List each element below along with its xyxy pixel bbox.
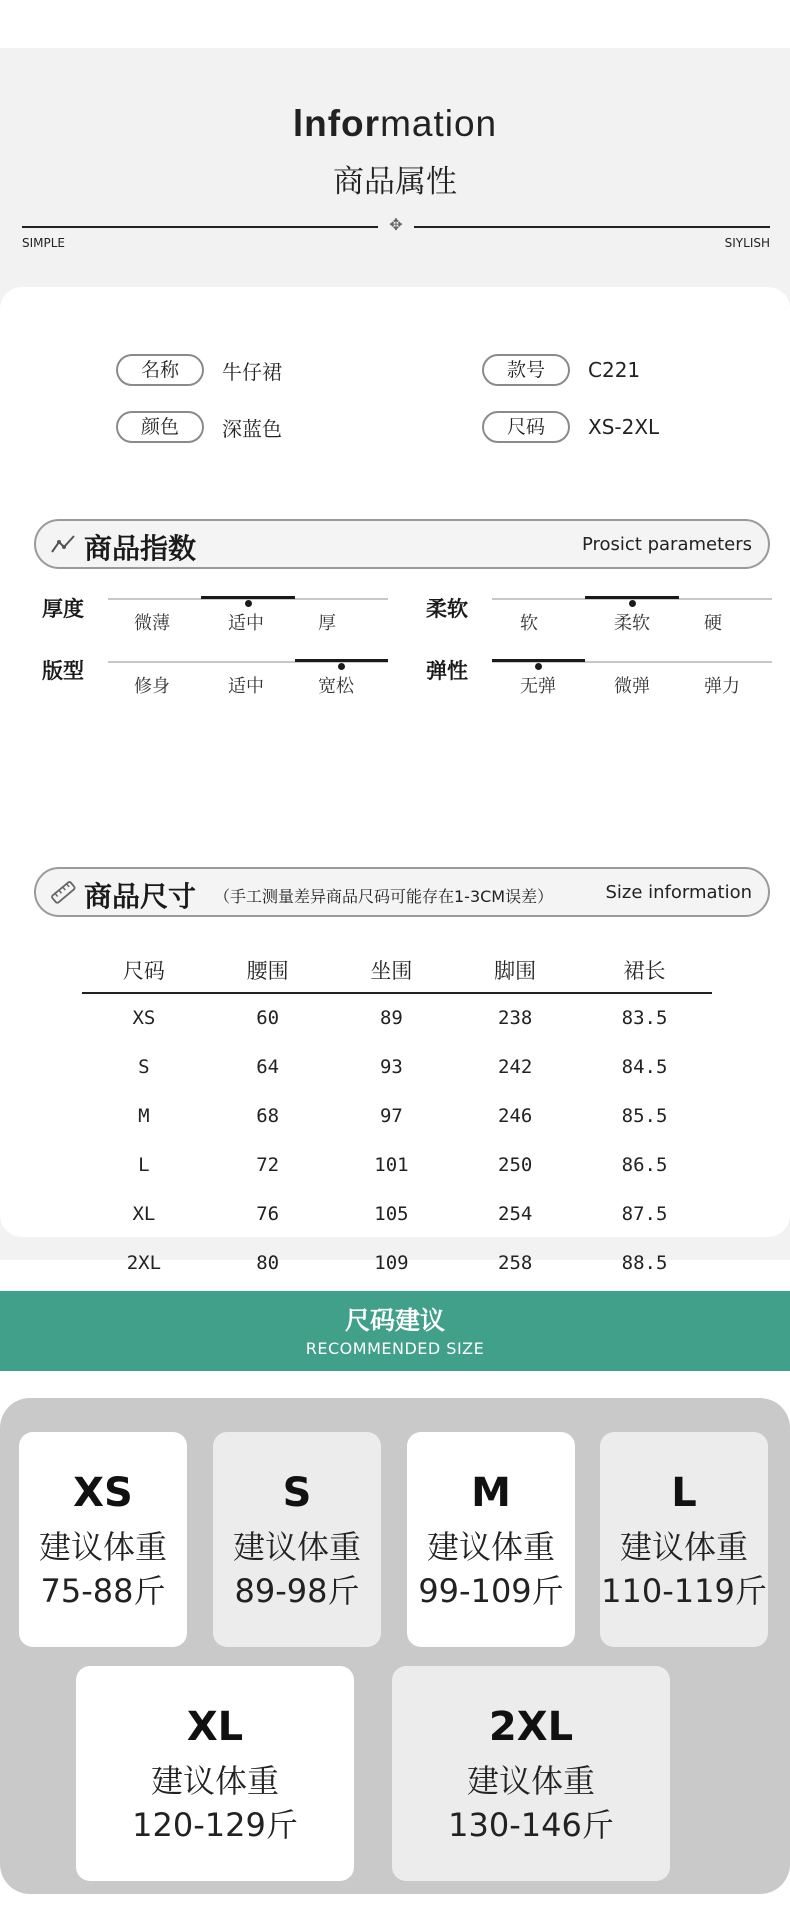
product-index-band: [34, 519, 770, 569]
table-cell: 101: [374, 1153, 409, 1176]
scale-option: 柔软: [614, 613, 650, 634]
table-cell: 84.5: [621, 1055, 668, 1078]
table-cell: 76: [256, 1202, 280, 1225]
product-details-card: [0, 287, 790, 1274]
scale-option: 微弹: [614, 676, 650, 697]
column-header: 脚围: [453, 947, 577, 993]
product-index-title: 商品指数: [84, 532, 197, 565]
size-card-m: [407, 1432, 575, 1647]
size-card-label: 建议体重: [150, 1762, 279, 1800]
table-row: [82, 993, 712, 1042]
size-card-xl: [76, 1666, 354, 1881]
scale-label: 弹性: [426, 659, 468, 683]
trend-line-icon: [50, 532, 76, 556]
size-card-weight: 89-98斤: [234, 1572, 360, 1610]
product-info-section: [0, 48, 790, 1274]
divider-right: [414, 226, 770, 228]
table-cell: 238: [498, 1007, 533, 1029]
size-card-weight: 110-119斤: [601, 1572, 767, 1610]
size-card-label: 建议体重: [466, 1762, 595, 1800]
scale-option: 软: [520, 613, 538, 634]
table-row: [82, 1238, 712, 1287]
size-card-size: M: [471, 1470, 511, 1516]
size-card-weight: 120-129斤: [132, 1806, 298, 1844]
size-card-2xl: [392, 1666, 670, 1881]
information-heading: [0, 103, 790, 145]
table-cell: S: [138, 1055, 150, 1078]
attribute-value: C221: [588, 358, 641, 382]
attribute-label: 名称: [116, 354, 204, 386]
scale-selected-segment: [201, 596, 294, 599]
recommended-size-title: 尺码建议: [344, 1306, 445, 1335]
product-attributes-title: 商品属性: [333, 164, 457, 200]
table-cell: 97: [379, 1104, 403, 1127]
attribute-style-number: [482, 354, 640, 386]
size-card-size: L: [671, 1470, 697, 1516]
size-table-header: [82, 947, 712, 993]
table-cell: 246: [498, 1104, 533, 1127]
table-cell: 86.5: [621, 1153, 668, 1176]
scale-selected-dot: [629, 600, 636, 607]
scale-label: 厚度: [42, 597, 84, 621]
divider-left: [22, 226, 378, 228]
column-header: 尺码: [82, 947, 206, 993]
size-card-label: 建议体重: [619, 1528, 748, 1566]
table-cell: 254: [498, 1202, 533, 1225]
product-size-band: [34, 867, 770, 917]
attribute-name: [116, 354, 282, 386]
scale-option: 适中: [228, 613, 264, 634]
attribute-value: 深蓝色: [222, 416, 282, 441]
table-cell: 68: [256, 1104, 280, 1127]
size-card-size: XS: [73, 1470, 133, 1516]
size-card-weight: 99-109斤: [418, 1572, 564, 1610]
size-table: [82, 947, 712, 1287]
scale-option: 弹力: [704, 676, 740, 697]
information-heading-bold: lnfor: [292, 103, 381, 144]
table-cell: 83.5: [621, 1007, 668, 1029]
table-cell: 89: [379, 1007, 403, 1029]
cross-ornament-icon: ✥: [389, 215, 403, 234]
table-row: [82, 1140, 712, 1189]
table-cell: 93: [379, 1055, 403, 1078]
scale-track: [108, 661, 388, 663]
size-card-s: [213, 1432, 381, 1647]
scale-selected-dot: [338, 663, 345, 670]
product-index-english: Prosict parameters: [581, 534, 752, 555]
scale-track: [108, 598, 388, 600]
column-header: 坐围: [330, 947, 454, 993]
table-row: [82, 1042, 712, 1091]
attribute-size-range: [482, 411, 659, 443]
table-cell: 250: [498, 1153, 533, 1176]
table-cell: 258: [498, 1251, 533, 1274]
attribute-value: XS-2XL: [588, 415, 660, 439]
table-cell: 87.5: [621, 1202, 668, 1225]
table-cell: L: [138, 1153, 150, 1176]
size-card-label: 建议体重: [232, 1528, 361, 1566]
product-size-title: 商品尺寸: [84, 880, 197, 913]
table-cell: 105: [374, 1202, 409, 1225]
size-card-size: XL: [186, 1704, 244, 1750]
table-cell: 2XL: [126, 1251, 162, 1274]
scale-option: 微薄: [134, 613, 170, 634]
scale-selected-segment: [585, 596, 678, 599]
table-cell: 80: [256, 1251, 280, 1274]
column-header: 裙长: [577, 947, 712, 993]
attribute-label: 颜色: [116, 411, 204, 443]
table-cell: M: [138, 1104, 150, 1127]
table-cell: 72: [256, 1153, 280, 1176]
measurement-note: （手工测量差异商品尺码可能存在1-3CM误差）: [214, 887, 554, 906]
recommended-size-header: [0, 1291, 790, 1371]
ruler-icon: [50, 880, 76, 904]
scale-track: [492, 598, 772, 600]
recommended-size-panel: [0, 1398, 790, 1894]
information-heading-rest: mation: [380, 103, 498, 144]
size-card-weight: 75-88斤: [40, 1572, 166, 1610]
attribute-label: 尺码: [482, 411, 570, 443]
table-row: [82, 1091, 712, 1140]
scale-option: 修身: [134, 676, 170, 697]
table-cell: 60: [256, 1007, 280, 1029]
scale-option: 硬: [704, 613, 722, 634]
product-size-english: Size information: [605, 882, 752, 903]
table-cell: 88.5: [621, 1251, 668, 1274]
table-cell: XL: [132, 1202, 156, 1225]
size-card-size: 2XL: [488, 1704, 574, 1750]
scale-label: 柔软: [426, 597, 468, 621]
size-card-xs: [19, 1432, 187, 1647]
table-row: [82, 1189, 712, 1238]
size-card-weight: 130-146斤: [448, 1806, 614, 1844]
scale-selected-segment: [492, 659, 585, 662]
simple-caption: SIMPLE: [22, 236, 66, 250]
scale-option: 宽松: [318, 676, 354, 697]
scale-option: 厚: [318, 613, 336, 634]
table-cell: 85.5: [621, 1104, 668, 1127]
scale-selected-dot: [535, 663, 542, 670]
scale-selected-segment: [295, 659, 388, 662]
size-card-label: 建议体重: [426, 1528, 555, 1566]
scale-selected-dot: [245, 600, 252, 607]
attribute-value: 牛仔裙: [222, 359, 282, 384]
scale-label: 版型: [42, 659, 84, 683]
table-cell: 64: [256, 1055, 280, 1078]
scale-track: [492, 661, 772, 663]
column-header: 腰围: [206, 947, 330, 993]
table-cell: 109: [374, 1251, 409, 1274]
size-card-l: [600, 1432, 768, 1647]
table-cell: XS: [132, 1007, 156, 1029]
scale-option: 适中: [228, 676, 264, 697]
attribute-label: 款号: [482, 354, 570, 386]
attribute-color: [116, 411, 282, 443]
size-card-label: 建议体重: [38, 1528, 167, 1566]
table-cell: 242: [498, 1055, 533, 1078]
recommended-size-subtitle: RECOMMENDED SIZE: [305, 1339, 485, 1358]
size-card-size: S: [282, 1470, 312, 1516]
scale-option: 无弹: [520, 676, 556, 697]
stylish-caption: SIYLISH: [724, 236, 770, 250]
